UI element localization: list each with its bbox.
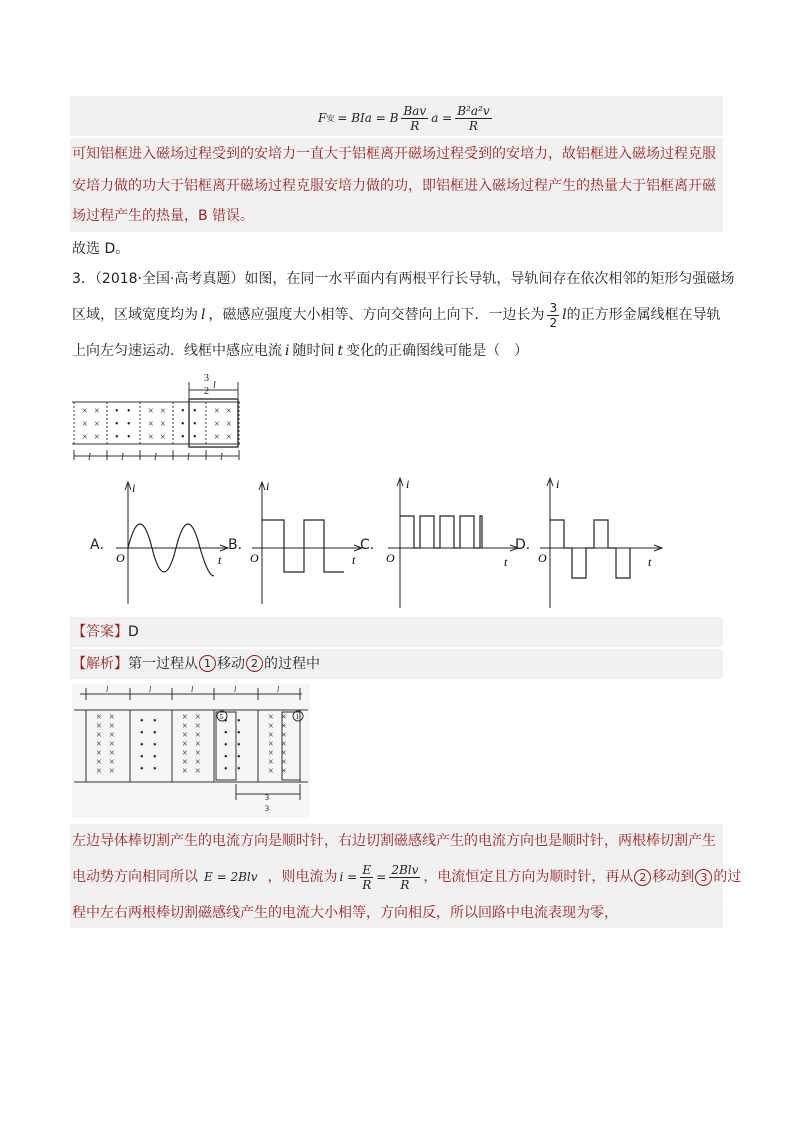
fig2-cross-mark: × <box>109 757 115 768</box>
fig2-cross-mark: × <box>96 757 102 768</box>
field-dot-mark: • <box>127 432 131 443</box>
field-cross-mark: × <box>82 432 88 443</box>
fig2-cross-mark: × <box>195 739 201 750</box>
fig-seg-1: l <box>88 452 91 463</box>
graph-d[interactable] <box>536 476 666 612</box>
field-dot-mark: • <box>193 406 197 417</box>
fig2-cross-mark: × <box>96 766 102 777</box>
circle-1: 1 <box>199 655 216 672</box>
fig2-cross-mark: × <box>268 712 274 723</box>
q3-line1: 3．（2018·全国·高考真题）如图，在同一水平面内有两根平行长导轨，导轨间存在依次相邻的矩形匀强磁场 <box>72 271 735 287</box>
fig2-cross-mark: × <box>281 748 287 759</box>
field-dot-mark: • <box>181 406 185 417</box>
svg-text:l: l <box>277 685 280 694</box>
svg-text:l: l <box>149 685 152 694</box>
para1-line2: 安培力做的功大于铝框离开磁场过程克服安培力做的功，即铝框进入磁场过程产生的热量大于铝框离开磁 <box>72 178 716 194</box>
fig2-cross-mark: × <box>96 730 102 741</box>
fig2-cross-mark: × <box>195 730 201 741</box>
q3-frac: $\frac{3}{2}$ <box>549 300 558 330</box>
fig2-cross-mark: × <box>268 730 274 741</box>
field-dot-mark: • <box>127 406 131 417</box>
field-cross-mark: × <box>94 406 100 417</box>
fig2-cross-mark: × <box>109 721 115 732</box>
field-cross-mark: × <box>94 432 100 443</box>
fig2-cross-mark: × <box>268 721 274 732</box>
fig2-bottom-den: 3 <box>265 804 269 813</box>
fig-top-den: 2 <box>204 386 209 397</box>
fig2-dot-mark: • <box>237 764 241 775</box>
field-cross-mark: × <box>148 406 154 417</box>
answer-value: D <box>128 624 139 640</box>
field-cross-mark: × <box>214 432 220 443</box>
fig2-cross-mark: × <box>96 739 102 750</box>
fig2-cross-mark: × <box>182 739 188 750</box>
field-cross-mark: × <box>214 406 220 417</box>
fig2-cross-mark: × <box>96 748 102 759</box>
field-dot-mark: • <box>181 432 185 443</box>
fig2-dot-mark: • <box>224 728 228 739</box>
fig2-dot-mark: • <box>140 752 144 763</box>
fig-seg-2: l <box>121 452 124 463</box>
fig2-dot-mark: • <box>153 752 157 763</box>
fig-seg-3: l <box>154 452 157 463</box>
field-dot-mark: • <box>115 419 119 430</box>
fig2-dot-mark: • <box>237 728 241 739</box>
fig2-cross-mark: × <box>195 766 201 777</box>
formula-lhs-sub: 安 <box>326 113 335 123</box>
fig2-dot-mark: • <box>237 716 241 727</box>
svg-text:i: i <box>556 477 560 491</box>
svg-text:t: t <box>352 553 356 567</box>
formula-top <box>318 100 495 136</box>
svg-text:l: l <box>106 685 109 694</box>
fig2-dot-mark: • <box>224 752 228 763</box>
field-cross-mark: × <box>226 406 232 417</box>
field-cross-mark: × <box>226 432 232 443</box>
fig-seg-5: l <box>220 452 223 463</box>
fig-top-num: 3 <box>204 373 209 384</box>
formula-eq1: = BIa = B <box>337 111 399 125</box>
fig2-cross-mark: × <box>195 757 201 768</box>
para2-line3: 程中左右两根棒切割磁感线产生的电流大小相等，方向相反，所以回路中电流表现为零， <box>72 905 618 921</box>
fig2-dot-mark: • <box>153 740 157 751</box>
svg-text:i: i <box>406 477 410 491</box>
svg-text:O: O <box>116 551 125 565</box>
choose-line: 故选 D。 <box>72 241 130 257</box>
fig2-cross-mark: × <box>109 730 115 741</box>
fig2-cross-mark: × <box>195 721 201 732</box>
fig2-cross-mark: × <box>268 739 274 750</box>
formula-mid: a = <box>431 111 453 125</box>
fig2-cross-mark: × <box>109 739 115 750</box>
fig2 <box>72 684 310 818</box>
fig2-cross-mark: × <box>281 721 287 732</box>
svg-text:t: t <box>218 553 222 567</box>
answer-tag: 【答案】 <box>72 624 128 640</box>
fig2-cross-mark: × <box>268 748 274 759</box>
option-d-letter[interactable]: D． <box>515 537 540 553</box>
fig2-dot-mark: • <box>237 752 241 763</box>
svg-text:t: t <box>648 555 652 569</box>
field-cross-mark: × <box>214 419 220 430</box>
graph-c[interactable] <box>380 476 520 612</box>
fig2-dot-mark: • <box>140 728 144 739</box>
answer-band <box>70 617 723 647</box>
svg-text:O: O <box>538 551 547 565</box>
field-cross-mark: × <box>160 419 166 430</box>
fig-top-l: l <box>213 380 216 391</box>
fig2-cross-mark: × <box>182 721 188 732</box>
field-cross-mark: × <box>82 419 88 430</box>
para1-line3: 场过程产生的热量，B 错误。 <box>72 208 255 224</box>
field-dot-mark: • <box>127 419 131 430</box>
fig2-dot-mark: • <box>224 716 228 727</box>
field-cross-mark: × <box>160 406 166 417</box>
fig2-cross-mark: × <box>182 766 188 777</box>
fig2-cross-mark: × <box>109 748 115 759</box>
field-dot-mark: • <box>115 406 119 417</box>
answer-line <box>72 615 139 649</box>
svg-text:O: O <box>250 551 259 565</box>
formula-frac1: $\frac{\text{Bav}}{R}$ <box>403 103 427 133</box>
fig-seg-4: l <box>187 452 190 463</box>
fig2-dot-mark: • <box>140 740 144 751</box>
fig2-cross-mark: × <box>96 712 102 723</box>
fig2-cross-mark: × <box>281 739 287 750</box>
para1-line1: 可知铝框进入磁场过程受到的安培力一直大于铝框离开磁场过程受到的安培力，故铝框进入磁场过程克服 <box>72 146 716 162</box>
options-row <box>70 476 670 612</box>
svg-text:i: i <box>266 479 270 493</box>
formula-lhs: F <box>318 111 327 125</box>
fig2-cross-mark: × <box>182 757 188 768</box>
q3-line3: 上向左匀速运动．线框中感应电流 i 随时间 t 变化的正确图线可能是（ ） <box>72 343 529 359</box>
fig2-cross-mark: × <box>195 748 201 759</box>
fig2-dot-mark: • <box>237 740 241 751</box>
analysis-tag: 【解析】 <box>72 656 128 672</box>
graph-b[interactable] <box>248 476 368 612</box>
svg-text:t: t <box>504 555 508 569</box>
field-cross-mark: × <box>148 419 154 430</box>
option-b-letter[interactable]: B． <box>228 537 252 553</box>
field-dot-mark: • <box>181 419 185 430</box>
svg-text:i: i <box>132 481 136 495</box>
svg-text:l: l <box>234 685 237 694</box>
fig2-cross-mark: × <box>281 757 287 768</box>
option-a-letter[interactable]: A． <box>90 537 114 553</box>
fig2-dot-mark: • <box>224 764 228 775</box>
fig2-cross-mark: × <box>109 712 115 723</box>
fig2-dot-mark: • <box>153 716 157 727</box>
fig2-dot-mark: • <box>140 716 144 727</box>
field-cross-mark: × <box>82 406 88 417</box>
fig2-mark1: 1 <box>295 713 299 721</box>
formula-frac2: $\frac{\text{B²a²v}}{R}$ <box>457 103 490 133</box>
analysis-line: 【解析】第一过程从 1 移动 2 的过程中 <box>72 656 320 672</box>
graph-a[interactable] <box>110 476 230 612</box>
q3-line2: 区域，区域宽度均为 l ，磁感应强度大小相等、方向交替向上向下．一边长为 $\frac{3}{2}$ l 的正方形金属线框在导轨 <box>72 300 721 330</box>
field-dot-mark: • <box>193 419 197 430</box>
fig2-bottom-num: 3 <box>265 793 269 802</box>
fig2-mark5: 5 <box>219 713 223 721</box>
fig2-cross-mark: × <box>195 712 201 723</box>
fig2-cross-mark: × <box>109 766 115 777</box>
para2-line1: 左边导体棒切割产生的电流方向是顺时针，右边切割磁感线产生的电流方向也是顺时针，两根棒切割产生 <box>72 833 716 849</box>
field-cross-mark: × <box>160 432 166 443</box>
fig2-dot-mark: • <box>140 764 144 775</box>
field-dot-mark: • <box>193 432 197 443</box>
field-cross-mark: × <box>148 432 154 443</box>
field-cross-mark: × <box>226 419 232 430</box>
fig2-cross-mark: × <box>281 712 287 723</box>
fig2-dot-mark: • <box>153 728 157 739</box>
field-cross-mark: × <box>94 419 100 430</box>
circle-2: 2 <box>246 655 263 672</box>
fig2-dot-mark: • <box>153 764 157 775</box>
fig2-cross-mark: × <box>281 766 287 777</box>
svg-text:O: O <box>386 551 395 565</box>
fig2-dot-mark: • <box>224 740 228 751</box>
fig2-cross-mark: × <box>268 766 274 777</box>
fig2-cross-mark: × <box>182 712 188 723</box>
svg-text:l: l <box>191 685 194 694</box>
para2-line2: 电动势方向相同所以 E = 2Blv ，则电流为 i = $\frac{E}{R}$ = $\frac{\text{2Blv}}{R}$ ，电流恒定且方向为顺时针，再从 2 移动到 3 的过 <box>72 862 742 892</box>
fig2-cross-mark: × <box>182 730 188 741</box>
fig2-cross-mark: × <box>96 721 102 732</box>
fig2-cross-mark: × <box>268 757 274 768</box>
option-c-letter[interactable]: C． <box>360 537 384 553</box>
field-dot-mark: • <box>115 432 119 443</box>
field-figure <box>70 372 245 464</box>
fig2-cross-mark: × <box>281 730 287 741</box>
fig2-cross-mark: × <box>182 748 188 759</box>
